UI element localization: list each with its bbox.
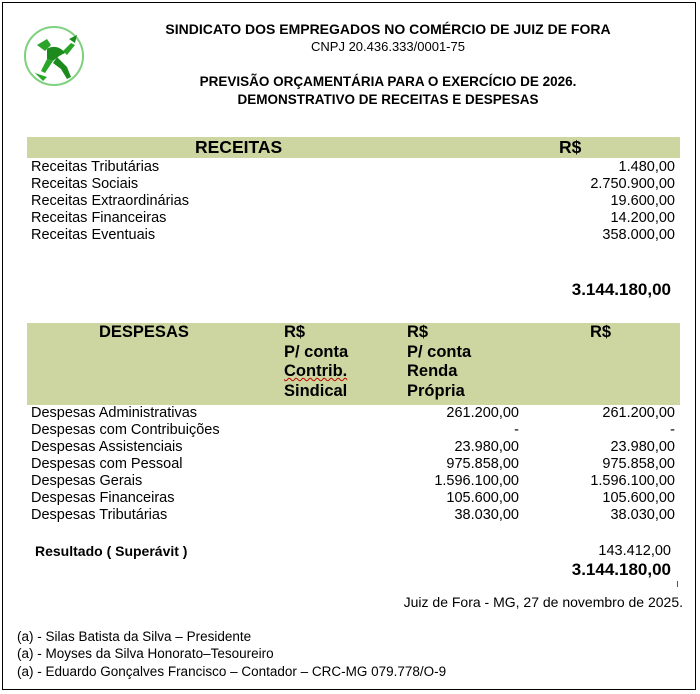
receitas-heading: RECEITAS bbox=[195, 137, 283, 157]
despesa-value-total: 1.596.100,00 bbox=[590, 473, 675, 489]
despesa-row bbox=[31, 473, 675, 490]
despesa-label: Despesas com Pessoal bbox=[31, 456, 183, 472]
despesa-label: Despesas Administrativas bbox=[31, 405, 198, 421]
despesa-value-total: 105.600,00 bbox=[602, 490, 675, 506]
despesa-value-renda: 1.596.100,00 bbox=[434, 473, 519, 489]
despesas-total: 3.144.180,00 bbox=[571, 560, 671, 579]
col-header-line: R$ bbox=[407, 323, 429, 341]
signature-line: (a) - Silas Batista da Silva – Presidente bbox=[17, 629, 252, 644]
receita-value: 14.200,00 bbox=[610, 210, 675, 226]
receita-label: Receitas Financeiras bbox=[31, 210, 167, 226]
receita-label: Receitas Extraordinárias bbox=[31, 193, 189, 209]
col-header-line: Sindical bbox=[284, 381, 348, 400]
signature-line: (a) - Eduardo Gonçalves Francisco – Contador – CRC-MG 079.778/O-9 bbox=[17, 664, 447, 679]
org-cnpj: CNPJ 20.436.333/0001-75 bbox=[311, 39, 465, 54]
despesa-label: Despesas com Contribuições bbox=[31, 422, 220, 438]
receita-row bbox=[31, 227, 675, 244]
doc-title bbox=[93, 73, 683, 109]
resultado-value: 143.412,00 bbox=[598, 543, 671, 559]
receitas-header-band bbox=[27, 137, 680, 158]
org-name: SINDICATO DOS EMPREGADOS NO COMÉRCIO DE JUIZ DE FORA bbox=[165, 21, 611, 37]
despesa-row bbox=[31, 507, 675, 524]
col-header-line: Contrib. bbox=[284, 362, 348, 380]
despesa-row bbox=[31, 490, 675, 507]
despesa-value-total: 38.030,00 bbox=[610, 507, 675, 523]
receitas-currency: R$ bbox=[559, 137, 582, 157]
union-logo-icon bbox=[23, 25, 85, 87]
despesa-row bbox=[31, 439, 675, 456]
col-total-header: R$ bbox=[590, 323, 612, 341]
receita-value: 19.600,00 bbox=[610, 193, 675, 209]
despesa-label: Despesas Assistenciais bbox=[31, 439, 183, 455]
despesa-value-renda: 38.030,00 bbox=[454, 507, 519, 523]
despesa-row bbox=[31, 422, 675, 439]
despesa-label: Despesas Financeiras bbox=[31, 490, 175, 506]
receita-label: Receitas Sociais bbox=[31, 176, 139, 192]
despesa-label: Despesas Tributárias bbox=[31, 507, 168, 523]
receita-value: 358.000,00 bbox=[602, 227, 675, 243]
receita-label: Receitas Tributárias bbox=[31, 159, 160, 175]
col-header-line: Própria bbox=[407, 381, 465, 400]
receita-row bbox=[31, 210, 675, 227]
despesa-value-renda: 261.200,00 bbox=[446, 405, 519, 421]
resultado-label: Resultado ( Superávit ) bbox=[35, 543, 188, 559]
despesa-value-renda: 23.980,00 bbox=[454, 439, 519, 455]
despesas-heading: DESPESAS bbox=[99, 323, 189, 341]
receita-row bbox=[31, 159, 675, 176]
col-header-line: R$ bbox=[284, 323, 306, 341]
receita-row bbox=[31, 193, 675, 210]
col-header-line: P/ conta bbox=[284, 342, 349, 361]
despesa-label: Despesas Gerais bbox=[31, 473, 143, 489]
signature-line: (a) - Moyses da Silva Honorato–Tesoureiro bbox=[17, 646, 274, 661]
stray-mark bbox=[677, 581, 678, 587]
col-header-line: P/ conta bbox=[407, 342, 472, 361]
place-date: Juiz de Fora - MG, 27 de novembro de 2025. bbox=[403, 594, 683, 610]
despesa-value-total: 975.858,00 bbox=[602, 456, 675, 472]
doc-title-line2: DEMONSTRATIVO DE RECEITAS E DESPESAS bbox=[237, 92, 539, 107]
col-renda-propria-header bbox=[407, 323, 471, 401]
receita-row bbox=[31, 176, 675, 193]
despesa-value-renda: 105.600,00 bbox=[446, 490, 519, 506]
despesas-header-band bbox=[27, 323, 680, 405]
despesa-value-total: 23.980,00 bbox=[610, 439, 675, 455]
despesa-value-total: - bbox=[670, 422, 675, 438]
col-header-line: Renda bbox=[407, 362, 458, 380]
receita-label: Receitas Eventuais bbox=[31, 227, 156, 243]
receitas-total: 3.144.180,00 bbox=[571, 280, 671, 299]
doc-title-line1: PREVISÃO ORÇAMENTÁRIA PARA O EXERCÍCIO DE 2026. bbox=[199, 74, 577, 89]
col-contrib-sindical-header bbox=[284, 323, 348, 401]
despesa-row bbox=[31, 405, 675, 422]
receita-value: 2.750.900,00 bbox=[590, 176, 675, 192]
despesa-row bbox=[31, 456, 675, 473]
receita-value: 1.480,00 bbox=[618, 159, 675, 175]
despesa-value-renda: 975.858,00 bbox=[446, 456, 519, 472]
despesa-value-renda: - bbox=[514, 422, 519, 438]
despesa-value-total: 261.200,00 bbox=[602, 405, 675, 421]
document-page bbox=[2, 2, 696, 690]
